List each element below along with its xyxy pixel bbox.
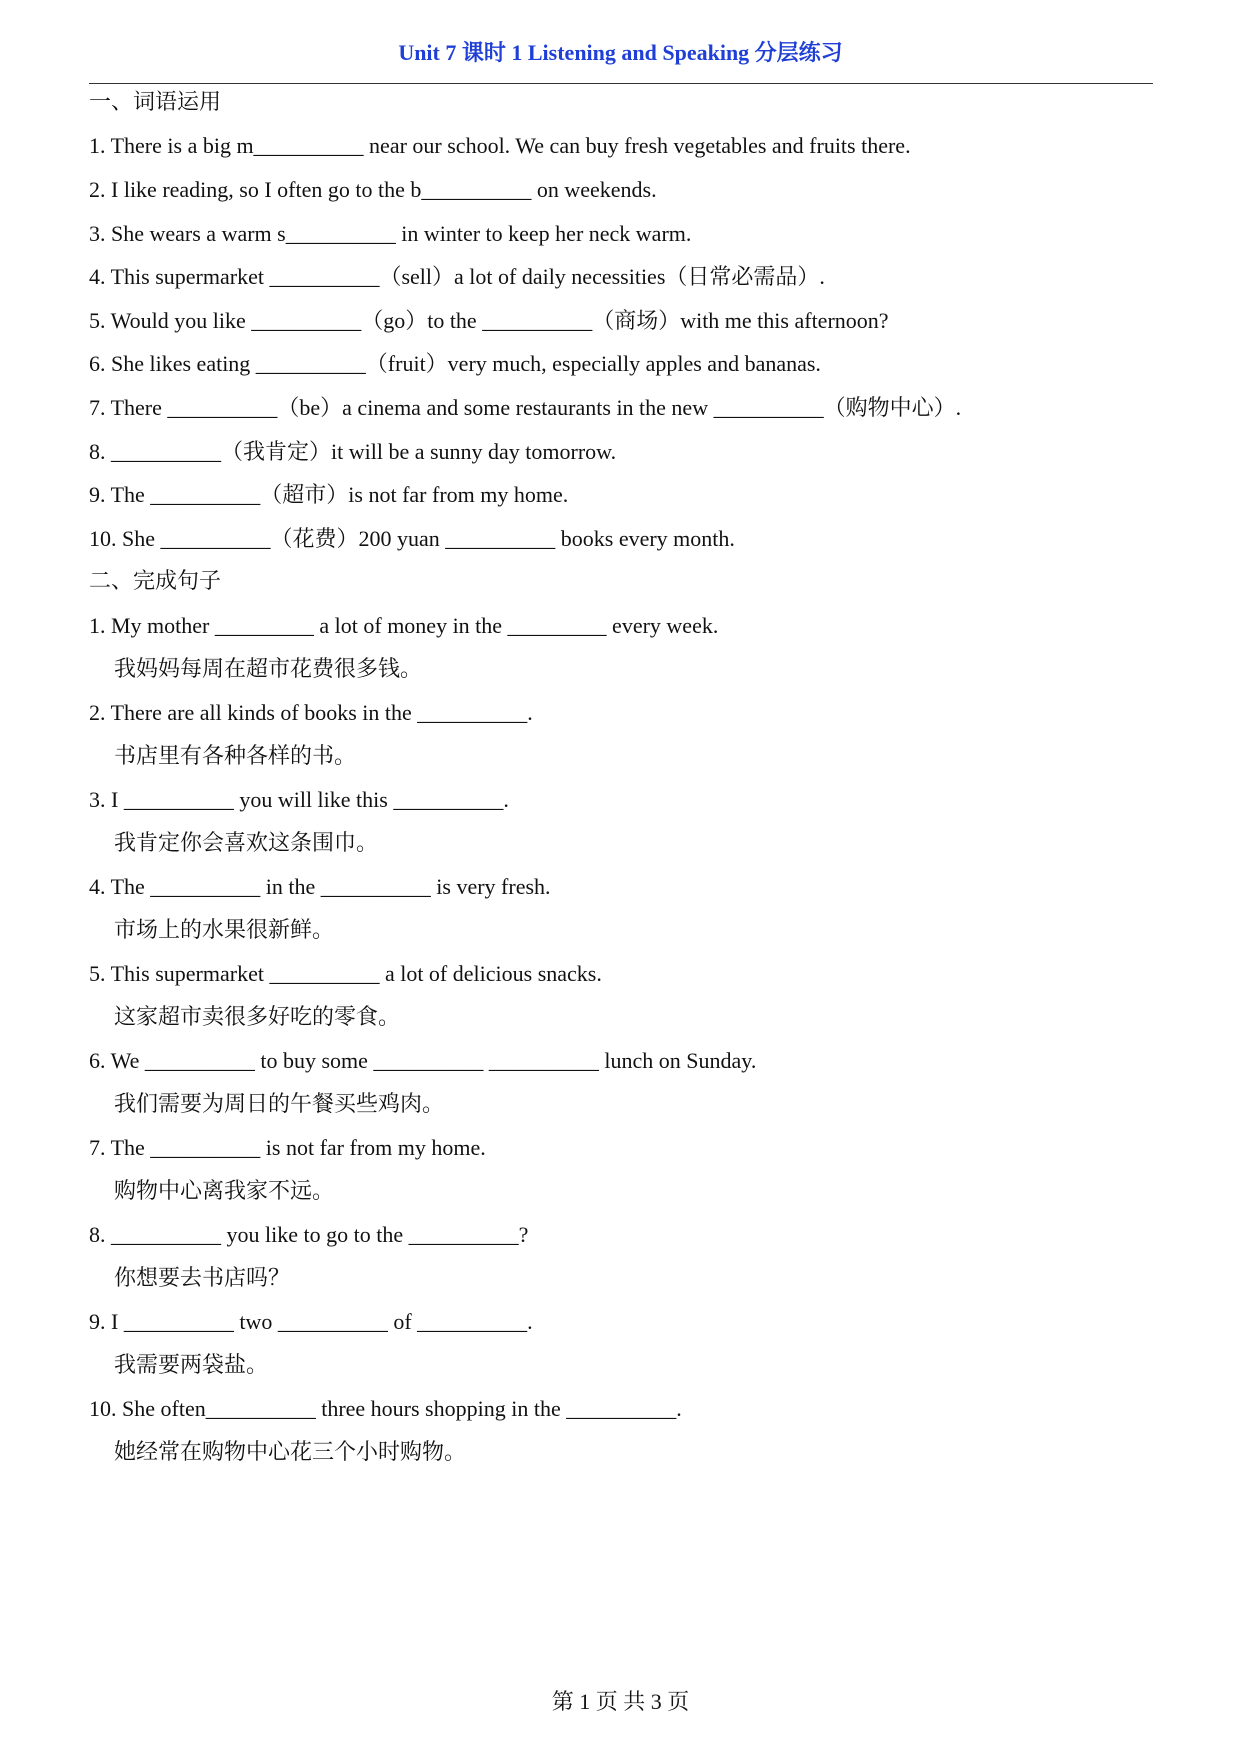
sentence-item: 7. The __________ is not far from my home.	[89, 1135, 486, 1160]
sentence-item: 8. __________ you like to go to the __________?	[89, 1222, 529, 1247]
header-rule	[89, 83, 1153, 84]
exercise-item: 8. __________（我肯定）it will be a sunny day tomorrow.	[89, 439, 617, 464]
sentence-item: 9. I __________ two __________ of __________.	[89, 1309, 533, 1334]
sentence-translation: 书店里有各种各样的书。	[114, 743, 357, 768]
section-heading-sentences: 二、完成句子	[89, 568, 222, 593]
sentence-item: 4. The __________ in the __________ is very fresh.	[89, 874, 551, 899]
sentence-item: 2. There are all kinds of books in the __________.	[89, 700, 533, 725]
sentence-translation: 你想要去书店吗？	[114, 1265, 291, 1290]
sentence-translation: 我需要两袋盐。	[114, 1352, 269, 1377]
sentence-translation: 市场上的水果很新鲜。	[114, 917, 335, 942]
exercise-item: 3. She wears a warm s__________ in winter to keep her neck warm.	[89, 221, 692, 246]
exercise-item: 6. She likes eating __________（fruit）very much, especially apples and bananas.	[89, 351, 821, 376]
exercise-item: 10. She __________（花费）200 yuan __________ books every month.	[89, 526, 735, 551]
exercise-item: 5. Would you like __________（go）to the __________（商场）with me this afternoon?	[89, 308, 889, 333]
exercise-item: 4. This supermarket __________（sell）a lot of daily necessities（日常必需品）.	[89, 264, 825, 289]
sentence-item: 5. This supermarket __________ a lot of delicious snacks.	[89, 961, 602, 986]
sentence-translation: 她经常在购物中心花三个小时购物。	[114, 1439, 467, 1464]
exercise-item: 2. I like reading, so I often go to the b__________ on weekends.	[89, 177, 657, 202]
sentence-translation: 我妈妈每周在超市花费很多钱。	[114, 656, 423, 681]
page-number-footer: 第 1 页 共 3 页	[551, 1689, 690, 1714]
sentence-item: 1. My mother _________ a lot of money in the _________ every week.	[89, 613, 719, 638]
section-heading-vocabulary: 一、词语运用	[89, 89, 222, 114]
sentence-item: 3. I __________ you will like this __________.	[89, 787, 509, 812]
exercise-item: 7. There __________（be）a cinema and some restaurants in the new __________（购物中心）.	[89, 395, 962, 420]
sentence-translation: 我肯定你会喜欢这条围巾。	[114, 830, 379, 855]
sentence-translation: 这家超市卖很多好吃的零食。	[114, 1004, 401, 1029]
document-title: Unit 7 课时 1 Listening and Speaking 分层练习	[398, 40, 843, 65]
sentence-item: 10. She often__________ three hours shopping in the __________.	[89, 1396, 682, 1421]
exercise-item: 9. The __________（超市）is not far from my home.	[89, 482, 569, 507]
sentence-translation: 我们需要为周日的午餐买些鸡肉。	[114, 1091, 445, 1116]
exercise-item: 1. There is a big m__________ near our school. We can buy fresh vegetables and fruits there.	[89, 133, 911, 158]
sentence-translation: 购物中心离我家不远。	[114, 1178, 335, 1203]
sentence-item: 6. We __________ to buy some __________ __________ lunch on Sunday.	[89, 1048, 757, 1073]
